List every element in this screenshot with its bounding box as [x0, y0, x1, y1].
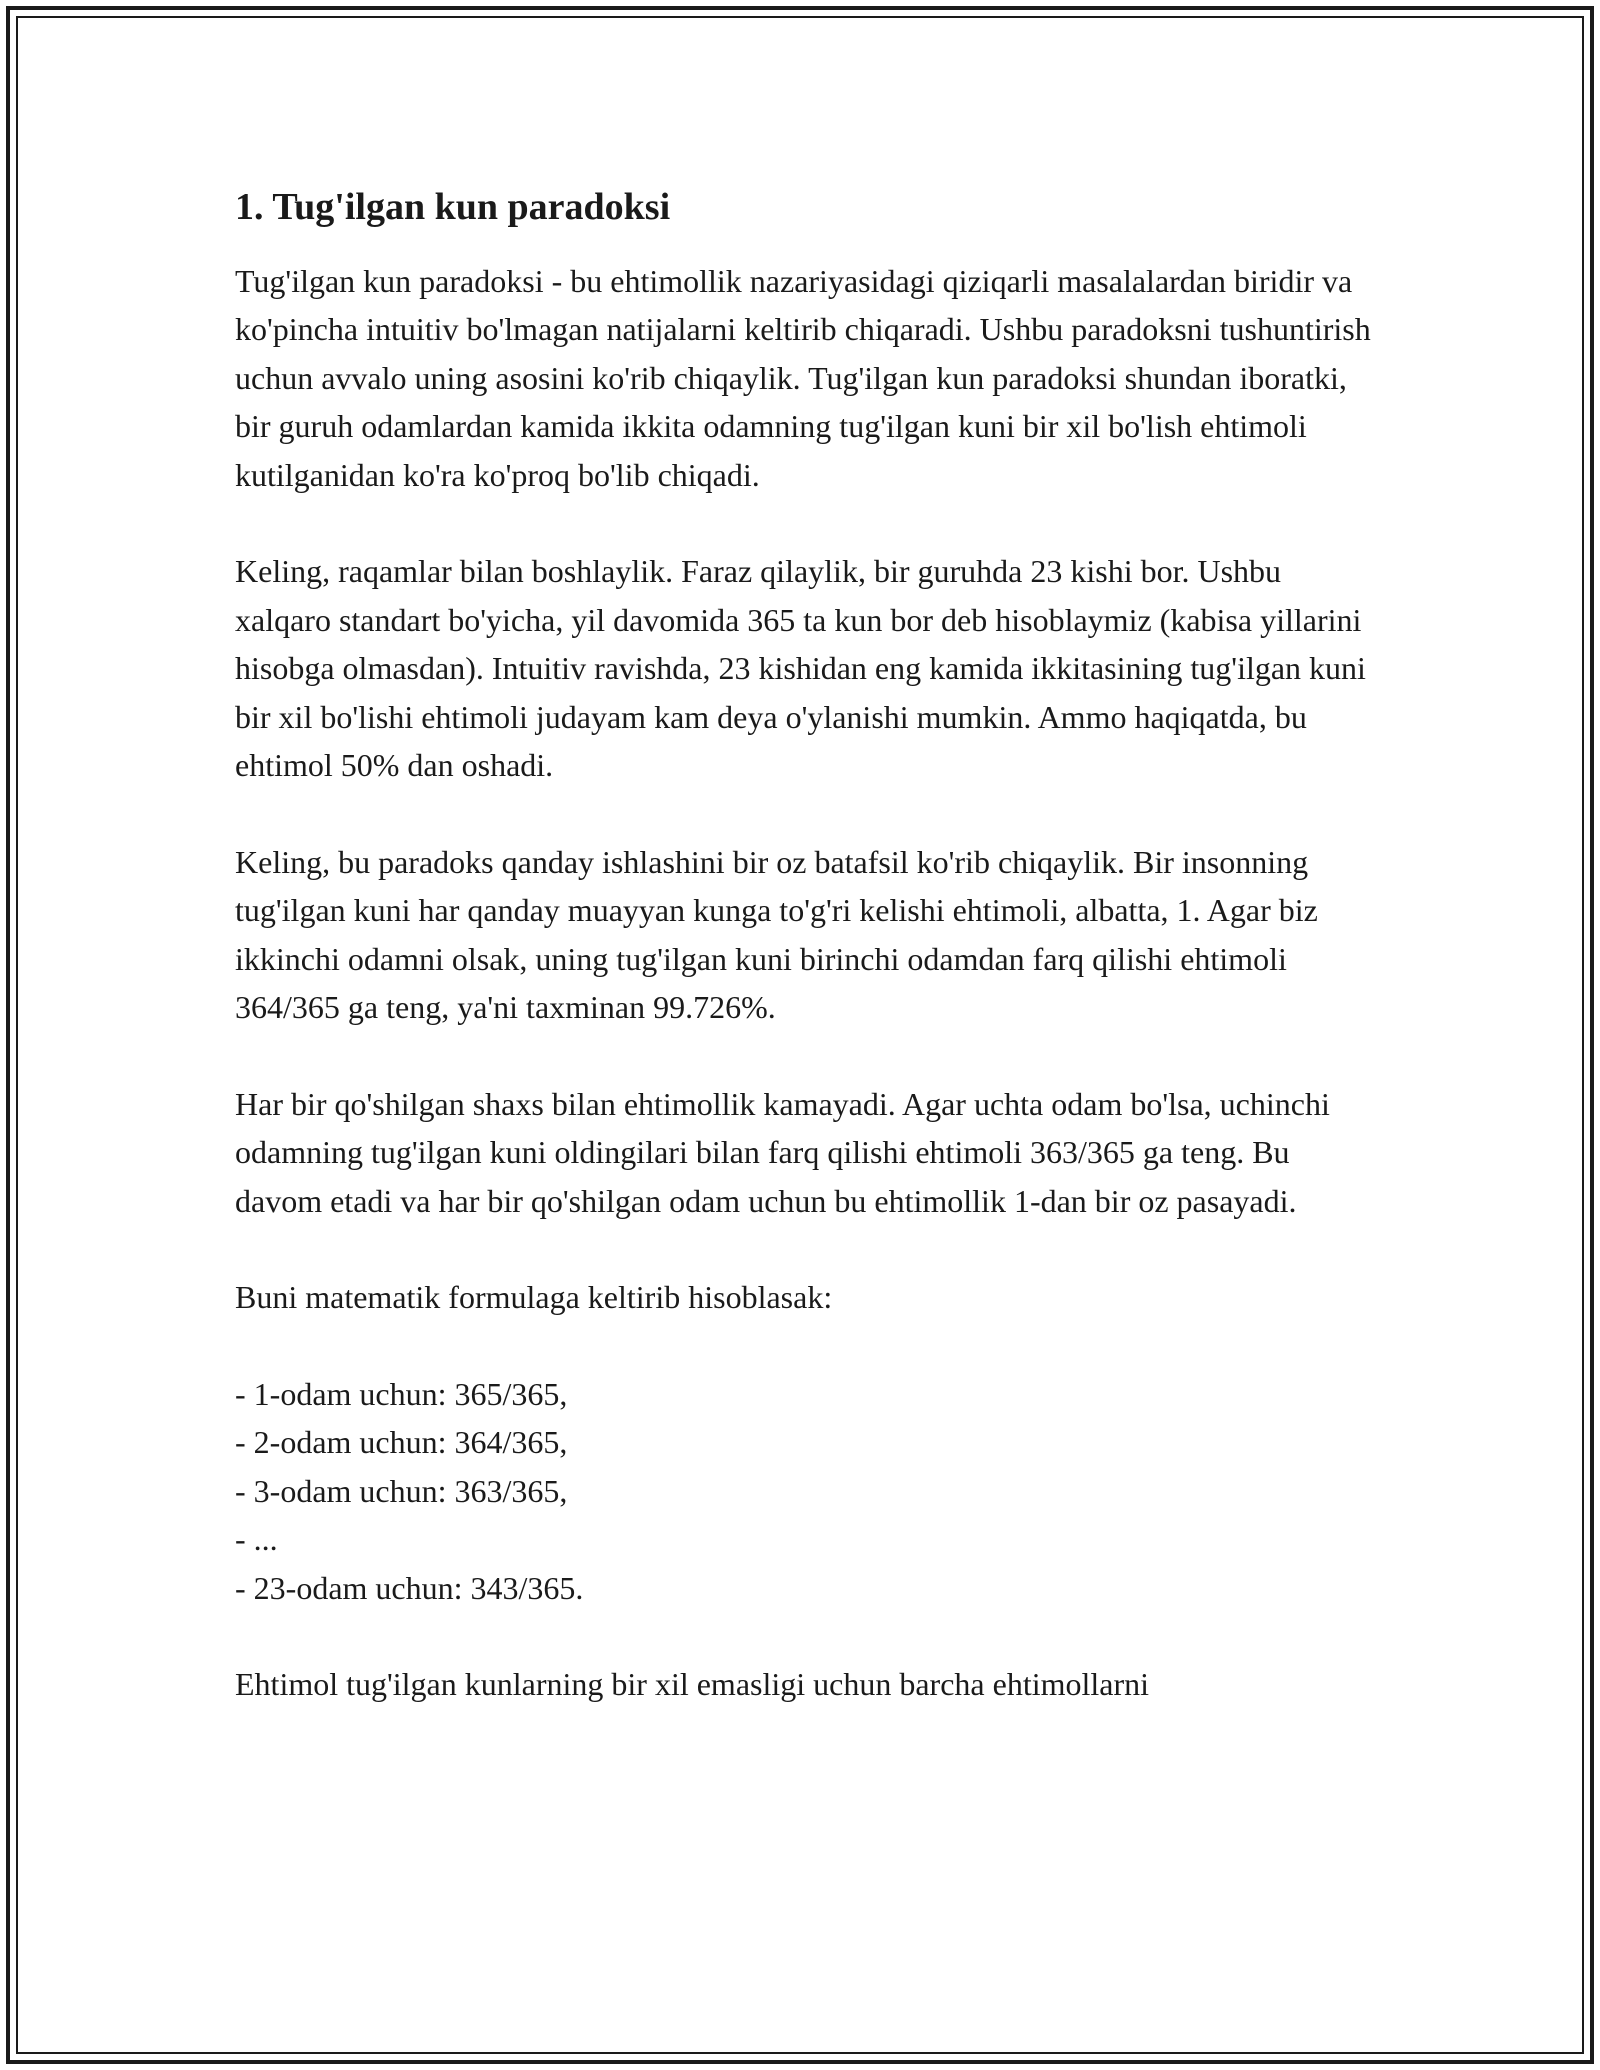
- section-heading: 1. Tug'ilgan kun paradoksi: [235, 186, 671, 228]
- formula-line: - 1-odam uchun: 365/365,: [235, 1375, 568, 1412]
- formula-line: - ...: [235, 1521, 278, 1558]
- paragraph-formula-intro: Buni matematik formulaga keltirib hisoblasak:: [235, 1279, 833, 1316]
- paragraph-numbers: Keling, raqamlar bilan boshlaylik. Faraz qilaylik, bir guruhda 23 kishi bor. Ushbu xalqaro standart bo'yicha, yil davomida 365 ta kun bor deb hisoblaymiz (kabisa yillarini hisobga olmasdan). Intuitiv ravishda, 23 kishidan eng kamida ikkitasining tug'ilgan kuni bir xil bo'lishi ehtimoli judayam kam deya o'ylanishi mumkin. Ammo haqiqatda, bu ehtimol 50% dan oshadi.: [235, 553, 1366, 784]
- document-body: [235, 185, 1375, 1757]
- formula-line: - 23-odam uchun: 343/365.: [235, 1569, 584, 1606]
- paragraph-closing: Ehtimol tug'ilgan kunlarning bir xil emasligi uchun barcha ehtimollarni: [235, 1666, 1150, 1703]
- paragraph-explanation: Keling, bu paradoks qanday ishlashini bir oz batafsil ko'rib chiqaylik. Bir insonning tug'ilgan kuni har qanday muayyan kunga to'g'ri kelishi ehtimoli, albatta, 1. Agar biz ikkinchi odamni olsak, uning tug'ilgan kuni birinchi odamdan farq qilishi ehtimoli 364/365 ga teng, ya'ni taxminan 99.726%.: [235, 843, 1318, 1026]
- formula-list: [235, 1370, 1375, 1613]
- paragraph-decrease: Har bir qo'shilgan shaxs bilan ehtimollik kamayadi. Agar uchta odam bo'lsa, uchinchi odamning tug'ilgan kuni oldingilari bilan farq qilishi ehtimoli 363/365 ga teng. Bu davom etadi va har bir qo'shilgan odam uchun bu ehtimollik 1-dan bir oz pasayadi.: [235, 1085, 1330, 1219]
- formula-line: - 3-odam uchun: 363/365,: [235, 1472, 568, 1509]
- paragraph-intro: Tug'ilgan kun paradoksi - bu ehtimollik nazariyasidagi qiziqarli masalalardan biridir va ko'pincha intuitiv bo'lmagan natijalarni keltirib chiqaradi. Ushbu paradoksni tushuntirish uchun avvalo uning asosini ko'rib chiqaylik. Tug'ilgan kun paradoksi shundan iboratki, bir guruh odamlardan kamida ikkita odamning tug'ilgan kuni bir xil bo'lish ehtimoli kutilganidan ko'ra ko'proq bo'lib chiqadi.: [235, 262, 1371, 493]
- formula-line: - 2-odam uchun: 364/365,: [235, 1424, 568, 1461]
